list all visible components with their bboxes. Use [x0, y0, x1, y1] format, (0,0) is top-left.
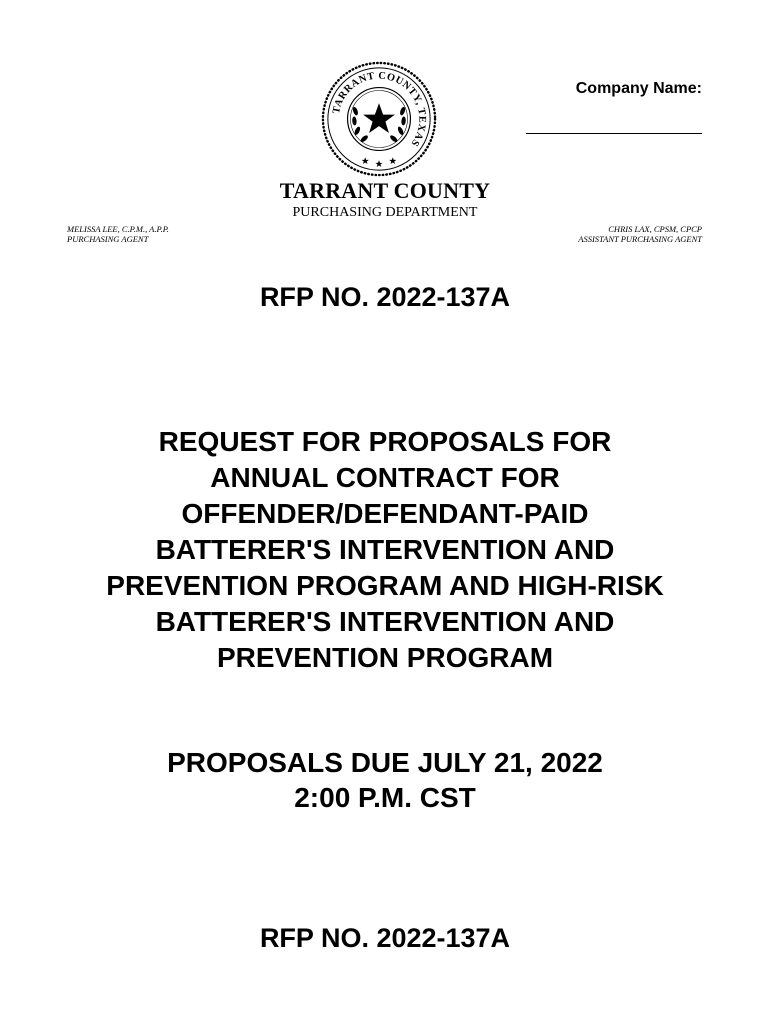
rfp-title-line: REQUEST FOR PROPOSALS FOR: [158, 426, 612, 457]
county-name: TARRANT COUNTY: [279, 178, 491, 203]
rfp-title-line: BATTERER'S INTERVENTION AND: [155, 534, 615, 565]
rfp-title-line: BATTERER'S INTERVENTION AND: [155, 606, 615, 637]
rfp-title-line: ANNUAL CONTRACT FOR: [210, 462, 560, 493]
company-name-line: [526, 133, 702, 134]
seal-star-icon: [363, 103, 395, 133]
assistant-agent-title: ASSISTANT PURCHASING AGENT: [578, 234, 702, 244]
rfp-title-line: PREVENTION PROGRAM: [216, 642, 554, 673]
purchasing-agent-block: [67, 224, 169, 244]
assistant-agent-block: [578, 224, 702, 244]
seal-bottom-stars: [362, 157, 397, 167]
company-name-label: Company Name:: [575, 80, 702, 97]
proposal-due: [0, 745, 770, 815]
rfp-number-heading: RFP NO. 2022-137A: [259, 282, 511, 312]
purchasing-agent-name: MELISSA LEE, C.P.M., A.P.P.: [67, 224, 169, 234]
department-name: PURCHASING DEPARTMENT: [292, 205, 478, 220]
rfp-title-line: OFFENDER/DEFENDANT-PAID: [181, 498, 589, 529]
rfp-number-footer: RFP NO. 2022-137A: [259, 923, 511, 953]
purchasing-agent-title: PURCHASING AGENT: [67, 234, 149, 244]
seal-ring-text: TARRANT COUNTY, TEXAS: [331, 70, 428, 149]
county-seal: [320, 60, 438, 178]
rfp-title-line: PREVENTION PROGRAM AND HIGH-RISK: [106, 570, 664, 601]
due-date: PROPOSALS DUE JULY 21, 2022: [167, 747, 603, 778]
rfp-title: [0, 424, 770, 676]
due-time: 2:00 P.M. CST: [294, 782, 476, 813]
assistant-agent-name: CHRIS LAX, CPSM, CPCP: [608, 224, 702, 234]
